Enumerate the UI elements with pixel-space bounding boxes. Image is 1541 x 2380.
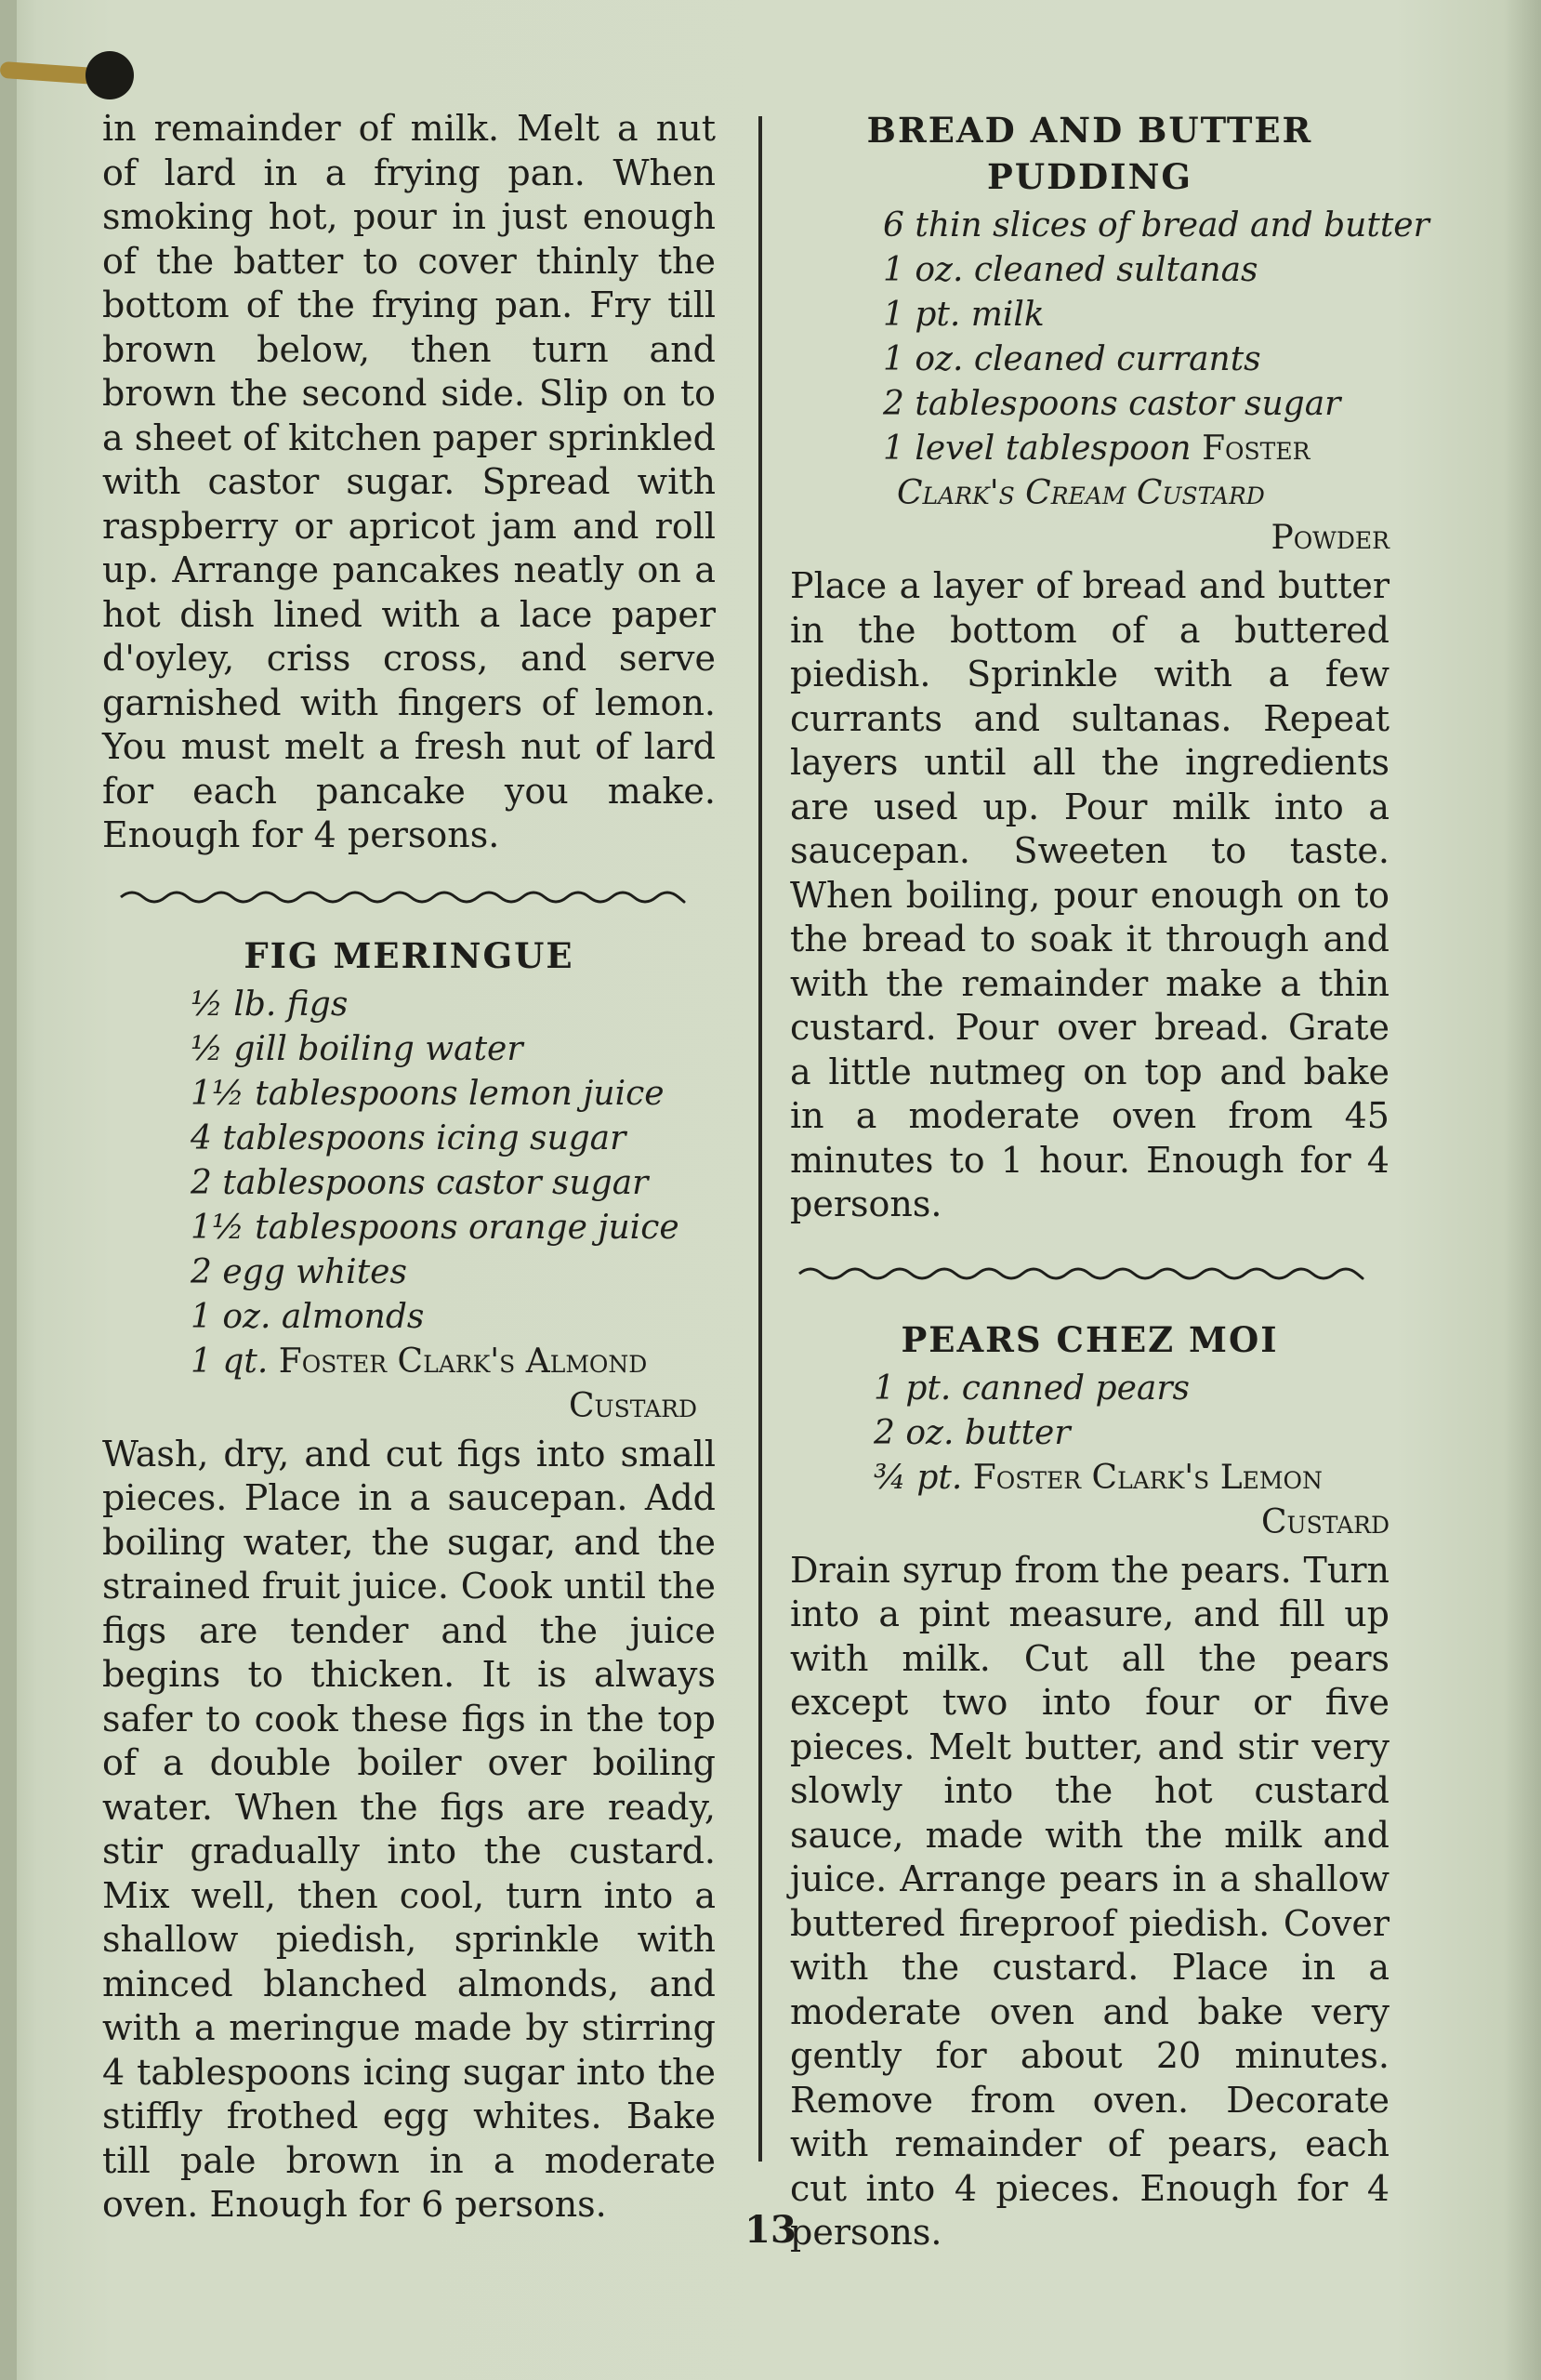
ingredient-item-custard: [191, 1340, 716, 1384]
pears-method: Drain syrup from the pears. Turn into a pint measure, and fill up with milk. Cut all the pears except two into four or five pieces. Melt butter, and stir very slowly into the hot custard sauce, made with the milk and juice. Arrange pears in a shallow buttered fireproof piedish. Cover with the custard. Place in a moderate oven and bake very gently for about 20 minutes. Remove from oven. Decorate with remainder of pears, each cut into 4 pieces. Enough for 4 persons.: [790, 1549, 1390, 2253]
pancake-continued-text: in remainder of milk. Melt a nut of lard in a frying pan. When smoking hot, pour in just enough of the batter to cover thinly the bottom of the frying pan. Fry till brown below, then turn and brown the second side. Slip on to a sheet of kitchen paper sprinkled with castor sugar. Spread with raspberry or apricot jam and roll up. Arrange pancakes neatly on a hot dish lined with a lace paper d'oyley, criss cross, and serve garnished with fingers of lemon. You must melt a fresh nut of lard for each pancake you make. Enough for 4 persons.: [102, 108, 716, 855]
page-number: 13: [744, 2208, 797, 2252]
fig-meringue-method: Wash, dry, and cut figs into small pieces. Place in a saucepan. Add boiling water, the sugar, and the strained fruit juice. Cook until the figs are tender and the juice begins to thicken. It is always safer to cook these figs in the top of a double boiler over boiling water. When the figs are ready, stir gradually into the custard. Mix well, then cool, turn into a shallow piedish, sprinkle with minced blanched almonds, and with a meringue made by stirring 4 tablespoons icing sugar into the stiffly frothed egg whites. Bake till pale brown in a moderate oven. Enough for 6 persons.: [102, 1433, 716, 2225]
ingredient-item: 4 tablespoons icing sugar: [191, 1118, 626, 1157]
bread-pudding-title-line2: PUDDING: [987, 156, 1192, 197]
ingredient-item: 1 oz. cleaned currants: [883, 340, 1261, 378]
ingredient-continuation: Custard: [569, 1386, 697, 1425]
right-column: [790, 107, 1429, 2255]
ingredient-item: 1 oz. almonds: [191, 1297, 425, 1336]
page-edge-shadow: [1504, 0, 1541, 2380]
ingredient-item: 1 pt. canned pears: [874, 1368, 1191, 1408]
wave-divider-left: [102, 879, 716, 916]
ingredient-item: 1 pt. milk: [883, 296, 1045, 334]
pears-chez-moi-title: PEARS CHEZ MOI: [901, 1318, 1279, 1360]
fig-meringue-ingredients: [191, 983, 716, 1384]
ingredient-item-custard: [883, 427, 1390, 471]
ingredient-item: 1½ tablespoons orange juice: [191, 1208, 679, 1247]
column-divider: [758, 116, 762, 2162]
ingredient-item-custard: [874, 1456, 1390, 1501]
ingredient-item: 2 tablespoons castor sugar: [883, 385, 1341, 423]
bread-pudding-title-line1: BREAD AND BUTTER: [866, 110, 1313, 151]
ingredient-brand: Foster: [1202, 430, 1311, 468]
ingredient-qty: 1 qt.: [191, 1342, 269, 1381]
ingredient-item: 1 oz. cleaned sultanas: [883, 251, 1258, 289]
left-column: [102, 107, 716, 2228]
spine-shadow: [0, 0, 17, 2380]
ingredient-brand: Foster Clark's Almond: [278, 1342, 648, 1381]
ingredient-brand: Foster Clark's Lemon: [972, 1458, 1323, 1497]
bread-pudding-method: Place a layer of bread and butter in the bottom of a buttered piedish. Sprinkle with a few currants and sultanas. Repeat layers until all the ingredients are used up. Pour milk into a saucepan. Sweeten to taste. When boiling, pour enough on to the bread to soak it through and with the remainder make a thin custard. Pour over bread. Grate a little nutmeg on top and bake in a moderate oven from 45 minutes to 1 hour. Enough for 4 persons.: [790, 565, 1390, 1224]
ingredient-item: 2 oz. butter: [874, 1413, 1071, 1452]
ingredient-item: 1½ tablespoons lemon juice: [191, 1074, 665, 1113]
binding-hole: [86, 51, 134, 99]
pears-ingredients: [874, 1367, 1390, 1501]
ingredient-item: ½ gill boiling water: [191, 1029, 523, 1068]
bread-pudding-ingredients: [883, 204, 1429, 516]
ingredient-item: 6 thin slices of bread and butter: [883, 206, 1429, 245]
ingredient-item: 2 tablespoons castor sugar: [191, 1163, 649, 1202]
wave-divider-right: [790, 1255, 1390, 1292]
ingredient-continuation: Clark's Cream Custard: [897, 474, 1265, 512]
ingredient-continuation: Powder: [1271, 519, 1390, 557]
ingredient-item: ½ lb. figs: [191, 985, 349, 1024]
ingredient-continuation: Custard: [1261, 1502, 1390, 1541]
ingredient-item: 2 egg whites: [191, 1252, 407, 1291]
fig-meringue-title: FIG MERINGUE: [244, 934, 574, 976]
ingredient-qty: ¾ pt.: [874, 1458, 963, 1497]
ingredient-qty: 1 level tablespoon: [883, 430, 1192, 468]
